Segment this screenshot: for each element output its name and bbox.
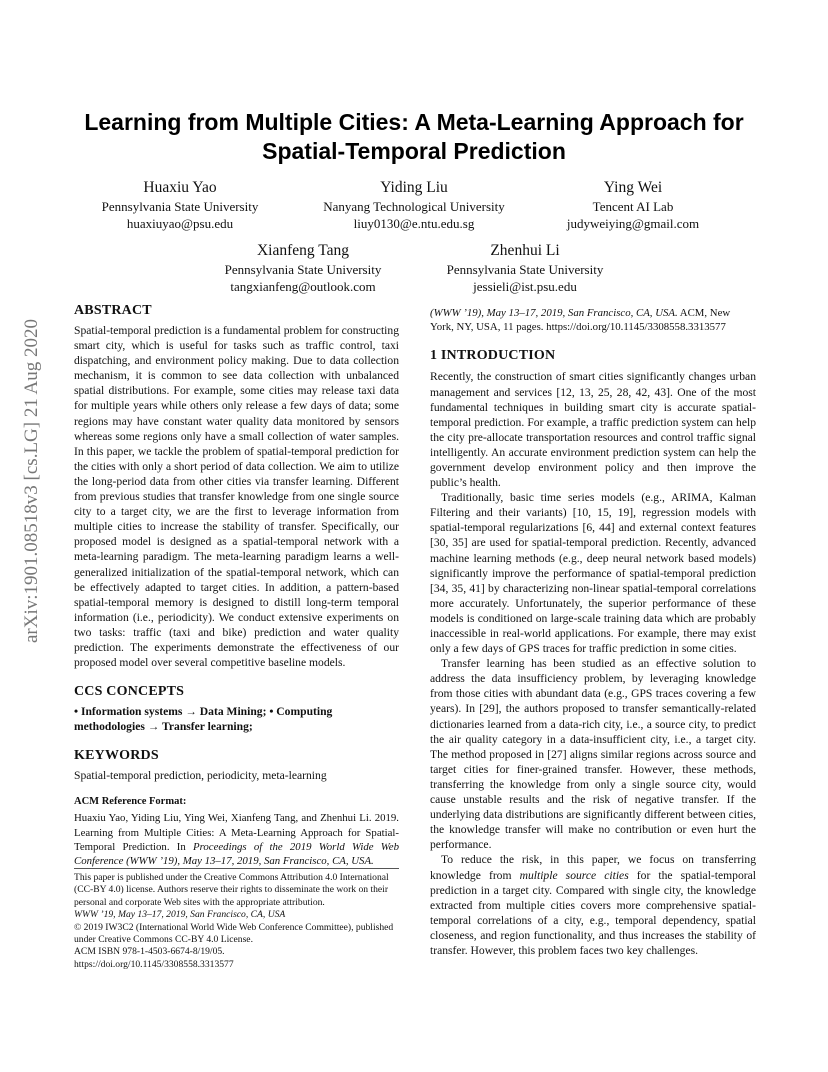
author-affiliation: Pennsylvania State University	[101, 199, 259, 214]
author-affiliation: Pennsylvania State University	[224, 262, 382, 277]
author-email: tangxianfeng@outlook.com	[230, 279, 376, 294]
paper-title-line-1: Learning from Multiple Cities: A Meta-Learning Approach for	[84, 109, 744, 135]
footnote-rule	[74, 868, 399, 869]
copyright-note: © 2019 IW3C2 (International World Wide Web Conference Committee), published under Creative Commons CC-BY 4.0 License.	[74, 921, 394, 946]
intro-p4-emphasis: multiple source cities	[519, 868, 629, 882]
arxiv-stamp: arXiv:1901.08518v3 [cs.LG] 21 Aug 2020	[21, 318, 42, 643]
intro-paragraph-2: Traditionally, basic time series models (e.g., ARIMA, Kalman Filtering and their variants) [10, 15, 19], regression models with spatial-temporal regularizations [6, 44] and external context features [30, 35] are used for spatial-temporal prediction. Recently, advanced machine learning methods (e.g., deep neural network based models) significantly improve the performance of spatial-temporal prediction [34, 35, 41] by characterizing non-linear spatial-temporal correlations more accurately. Unfortunately, the superior performance of these models is conditioned on large-scale training data which are probably inaccessible in real-world applications. For example, there may exist only a few days of GPS traces for traffic prediction in some cities.	[430, 491, 756, 656]
author-block-5	[440, 241, 610, 295]
author-block-3	[553, 178, 713, 232]
ccs-heading: CCS CONCEPTS	[74, 684, 185, 700]
paper-title-line-2: Spatial-Temporal Prediction	[262, 138, 566, 164]
acm-reference-continued	[430, 306, 756, 334]
author-block-4	[218, 241, 388, 295]
acm-reference-venue-cont: (WWW ’19), May 13–17, 2019, San Francisco, CA, USA.	[430, 307, 678, 319]
author-email: jessieli@ist.psu.edu	[473, 279, 577, 294]
doi-note: https://doi.org/10.1145/3308558.3313577	[74, 958, 234, 970]
author-affiliation: Nanyang Technological University	[323, 199, 505, 214]
keywords-heading: KEYWORDS	[74, 748, 159, 764]
acm-reference-venue: Proceedings of the 2019 World Wide Web Conference (WWW ’19), May 13–17, 2019, San Francisco, CA, USA.	[74, 840, 399, 868]
intro-paragraph-3: Transfer learning has been studied as an effective solution to address the data insufficiency problem, by leveraging knowledge from those cities with abundant data (e.g., GPS traces covering a few years). In [29], the authors proposed to transfer semantically-related dictionaries learned from a data-rich city, i.e., a source city, to predict the air quality category in a data-insufficient city, i.e., a target city. The method proposed in [27] aligns similar regions across source and target cities for finer-grained transfer. However, these methods, transferring the knowledge from only a single source city, would cause unstable results and the risk of negative transfer. If the underlying data distributions are significantly different between cities, the knowledge transfer will make no contribution or even hurt the performance.	[430, 657, 756, 852]
abstract-heading: ABSTRACT	[74, 303, 152, 318]
author-email: liuy0130@e.ntu.edu.sg	[353, 216, 475, 231]
intro-p4-start: To reduce the risk, in this paper, we focus on transferring knowledge from	[430, 853, 756, 882]
author-block-2	[314, 178, 514, 232]
isbn-note: ACM ISBN 978-1-4503-6674-8/19/05.	[74, 946, 225, 958]
author-email: judyweiying@gmail.com	[566, 216, 700, 231]
introduction-heading: 1 INTRODUCTION	[430, 348, 556, 364]
author-name: Zhenhui Li	[490, 242, 560, 259]
right-column	[430, 306, 756, 958]
paper-title	[60, 108, 768, 166]
ccs-text: • Information systems → Data Mining; • Computing methodologies → Transfer learning;	[74, 705, 333, 734]
footnote	[74, 872, 399, 971]
author-name: Xianfeng Tang	[256, 242, 350, 259]
intro-paragraph-1: Recently, the construction of smart cities significantly changes urban management and services [12, 13, 25, 28, 42, 43]. One of the most fundamental techniques in building smart city is accurate spatial-temporal prediction. For example, a traffic prediction system can help the city pre-allocate transportation resources and control traffic signal intelligently. An accurate environment prediction system can help the government develop environment policy and then improve the public’s health.	[430, 370, 756, 490]
abstract-text: Spatial-temporal prediction is a fundamental problem for constructing smart city, which is useful for tasks such as traffic control, taxi dispatching, and environment policy making. Due to data collection mechanism, it is common to see data collection with unbalanced spatial distributions. For example, some cities may release taxi data for multiple years while others only release a few days of data; some regions may have constant water quality data monitored by sensors whereas some regions only have a small collection of water samples. In this paper, we tackle the problem of spatial-temporal prediction for the cities with only a short period of data collection. We aim to utilize the long-period data from other cities via transfer learning. Different from previous studies that transfer knowledge from one single source city to a target city, we are the first to leverage information from multiple cities to increase the stability of transfer. Specifically, our proposed model is designed as a spatial-temporal network with a meta-learning paradigm. The meta-learning paradigm learns a well-generalized initialization of the spatial-temporal network, which can be effectively adapted to target cities. In addition, a pattern-based spatial-temporal memory is designed to distill long-term temporal information (i.e., periodicity). We conduct extensive experiments on two tasks: traffic (taxi and bike) prediction and water quality prediction. The experiments demonstrate the effectiveness of our proposed model over several competitive baseline models.	[74, 324, 399, 670]
author-email: huaxiuyao@psu.edu	[126, 216, 234, 231]
acm-reference-body: Huaxiu Yao, Yiding Liu, Ying Wei, Xianfeng Tang, and Zhenhui Li. 2019. Learning from Multiple Cities: A Meta-Learning Approach for Spatial-Temporal Prediction. In	[74, 812, 399, 853]
intro-p4-end: for the spatial-temporal prediction in a target city. Compared with single city, the knowledge extracted from multiple cities covers more comprehensive spatial-temporal correlations of a city, e.g., temporal dependency, spatial closeness, and region functionality, and thus increases the stability of transfer. However, this problem faces two key challenges.	[430, 868, 756, 957]
intro-paragraph-4	[430, 852, 756, 958]
author-affiliation: Pennsylvania State University	[446, 262, 604, 277]
acm-reference-heading: ACM Reference Format:	[74, 796, 187, 808]
author-affiliation: Tencent AI Lab	[592, 199, 674, 214]
author-name: Huaxiu Yao	[143, 179, 217, 196]
author-block-1	[95, 178, 265, 232]
author-name: Ying Wei	[603, 179, 663, 196]
conference-note: WWW ’19, May 13–17, 2019, San Francisco, CA, USA	[74, 909, 286, 921]
author-name: Yiding Liu	[380, 179, 448, 196]
keywords-text: Spatial-temporal prediction, periodicity, meta-learning	[74, 769, 327, 783]
acm-reference-text	[74, 811, 399, 868]
left-column	[74, 302, 399, 868]
acm-reference-tail: ACM, New York, NY, USA, 11 pages. https://doi.org/10.1145/3308558.3313577	[430, 307, 731, 334]
license-note: This paper is published under the Creative Commons Attribution 4.0 International (CC-BY 4.0) license. Authors reserve their rights to disseminate the work on their personal and corporate Web sites with the appropriate attribution.	[74, 872, 389, 908]
